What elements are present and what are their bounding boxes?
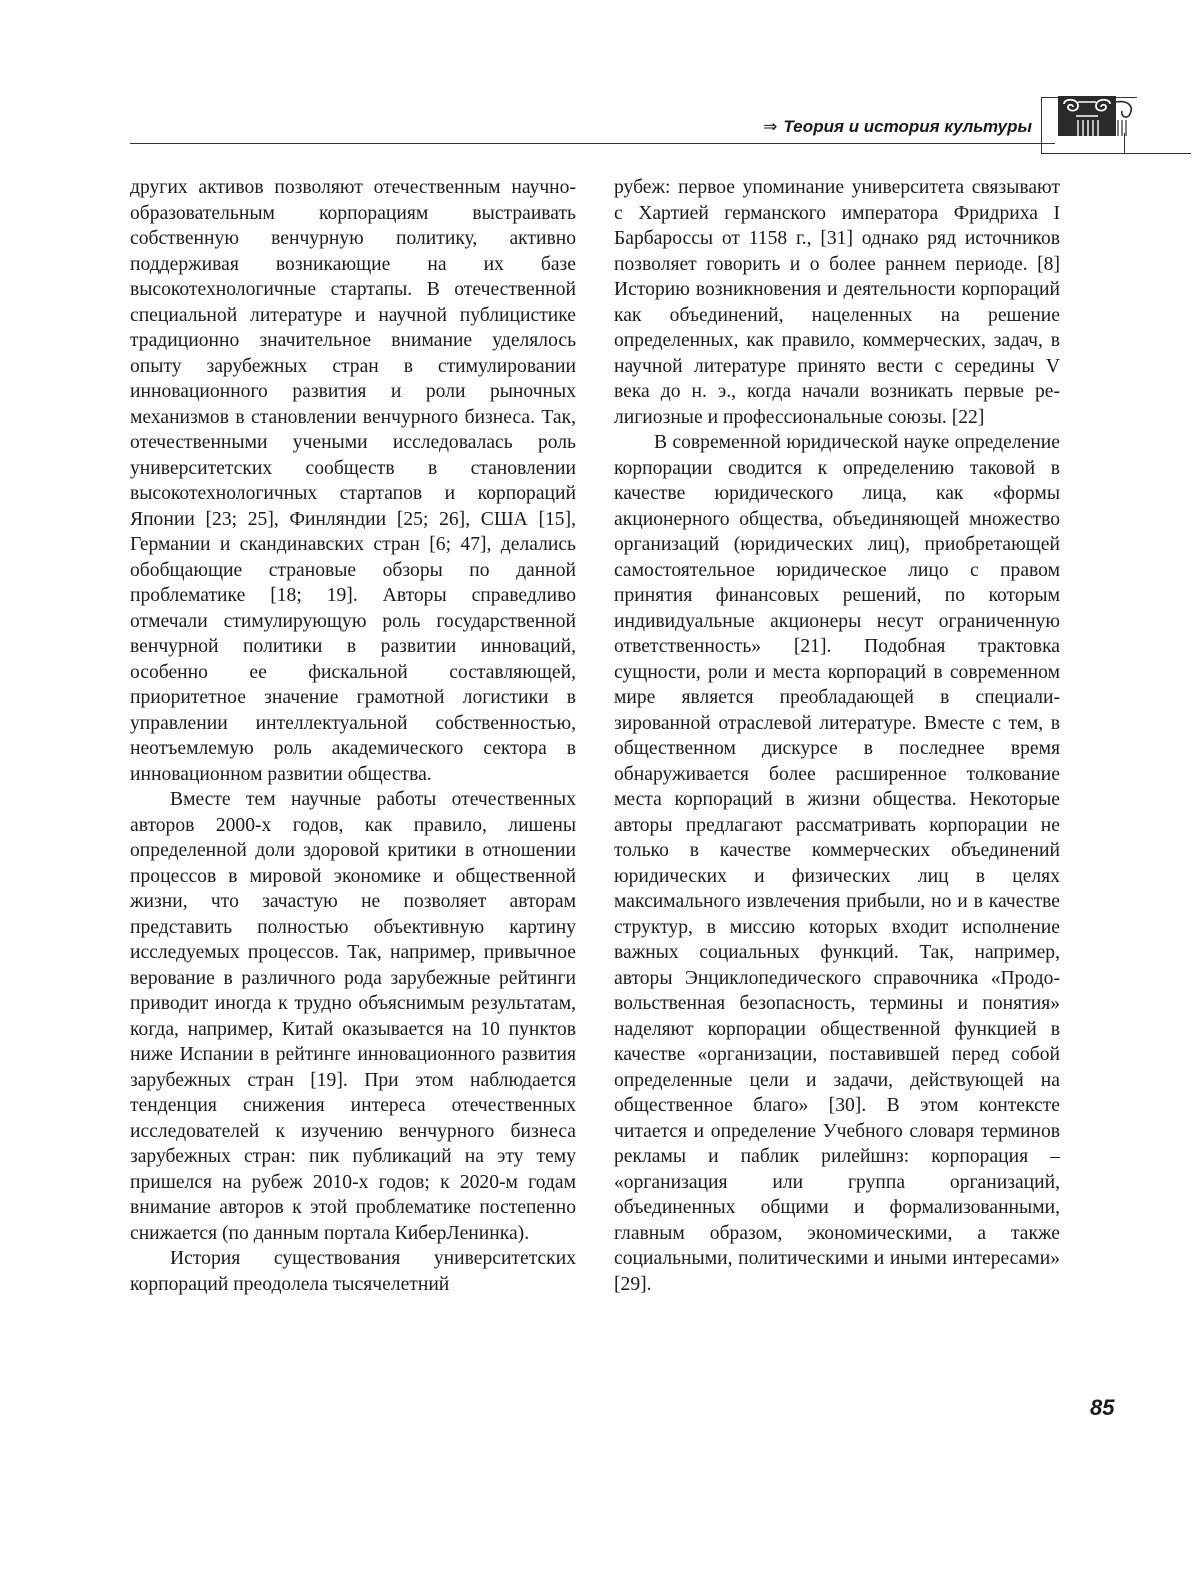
logo-underline [1041, 153, 1191, 154]
paragraph: других активов позволяют отечественным научно-образовательным корпорациям выстраивать собственную венчурную политику, активно поддерживая возникающие на их базе высокотехнологичные стартапы. В отечественной специальной литературе и научной публицистике традиционно значительное внимание уделялось опыту зарубежных стран в стимулировании инновационного развития и роли рыночных механизмов в становлении венчурного бизнеса. Так, отечественными учеными исследовалась роль университетских сообществ в становлении высокотехнологичных стартапов и корпораций Японии [23; 25], Финляндии [25; 26], США [15], Германии и скандинавских стран [6; 47], делались обобщающие страновые обзоры по данной проблематике [18; 19]. Авторы справедливо отмечали стимулирующую роль государственной венчурной политики в развитии инноваций, особенно ее фискальной составляющей, приоритетное значение грамотной логистики в управлении интеллектуальной собственностью, неотъемлемую роль академического сектора в инновационном развитии общества. [130, 177, 576, 785]
section-title [763, 117, 1032, 137]
right-column [614, 175, 1060, 1297]
left-column [130, 175, 576, 1297]
header-rule [130, 143, 1055, 144]
paragraph: рубеж: первое упоминание университета связывают с Хартией германского императора Фридриха I Барбароссы от 1158 г., [31] однако ряд источников позволяет говорить и о более раннем периоде. [8] Историю возникновения и деятельности корпораций как объединений, нацеленных на решение определенных, как правило, коммерческих, задач, в научной литературе принято вести с середины V века до н. э., когда начали возникать первые религиозные и профессиональные союзы. [22] [614, 177, 1060, 428]
arrow-right-icon: ⇒ [763, 117, 778, 136]
section-title-text: Теория и история культуры [783, 117, 1032, 136]
paragraph: В современной юридической науке определение корпорации сводится к определению таковой в качестве юридического лица, как «формы акционерного общества, объединяющей множество организаций (юридических лиц), приобретающей самостоятельное юридическое лицо с правом принятия финансовых решений, по которым индивидуальные акционеры несут ограниченную ответственность» [21]. Подобная трактовка сущности, роли и места корпораций в современном мире является преобладающей в специализированной отраслевой литературе. Вместе с тем, в общественном дискурсе в последнее время обнаруживается более расширенное толкование места корпораций в жизни общества. Некоторые авторы предлагают рассматривать корпорации не только в качестве коммерческих объединений юридических и физических лиц в целях максимального извлечения прибыли, но и в качестве структур, в миссию которых входит исполнение важных социальных функций. Так, например, авторы Энциклопедического справочника «Продовольственная безопасность, термины и понятия» наделяют корпорации общественной функцией в качестве «организации, поставившей перед собой определенные цели и задачи, действующей на общественное благо» [30]. В этом контексте читается и определение Учебного словаря терминов рекламы и паблик рилейшнз: корпорация – «организация или группа организаций, объединенных общими и формализованными, главным образом, экономическими, а также социальными, политическими и иными интересами» [29]. [614, 432, 1060, 1295]
paragraph: Вместе тем научные работы отечественных авторов 2000-х годов, как правило, лишены определенной доли здоровой критики в отношении процессов в мировой экономике и общественной жизни, что зачастую не позволяет авторам представить полностью объективную картину исследуемых процессов. Так, например, привычное верование в различного рода зарубежные рейтинги приводит иногда к трудно объяснимым результатам, когда, например, Китай оказывается на 10 пунктов ниже Испании в рейтинге инновационного развития зарубежных стран [19]. При этом наблюдается тенденция снижения интереса отечественных исследователей к изучению венчурного бизнеса зарубежных стран: пик публикаций на эту тему пришелся на рубеж 2010-х годов; к 2020-м годам внимание авторов к этой проблематике постепенно снижается (по данным портала КиберЛенинка). [130, 789, 576, 1244]
page-number: 85 [1090, 1395, 1115, 1420]
column-capital-icon [1058, 96, 1136, 138]
paragraph: История существования университетских корпораций преодолела тысячелетний [130, 1248, 576, 1295]
